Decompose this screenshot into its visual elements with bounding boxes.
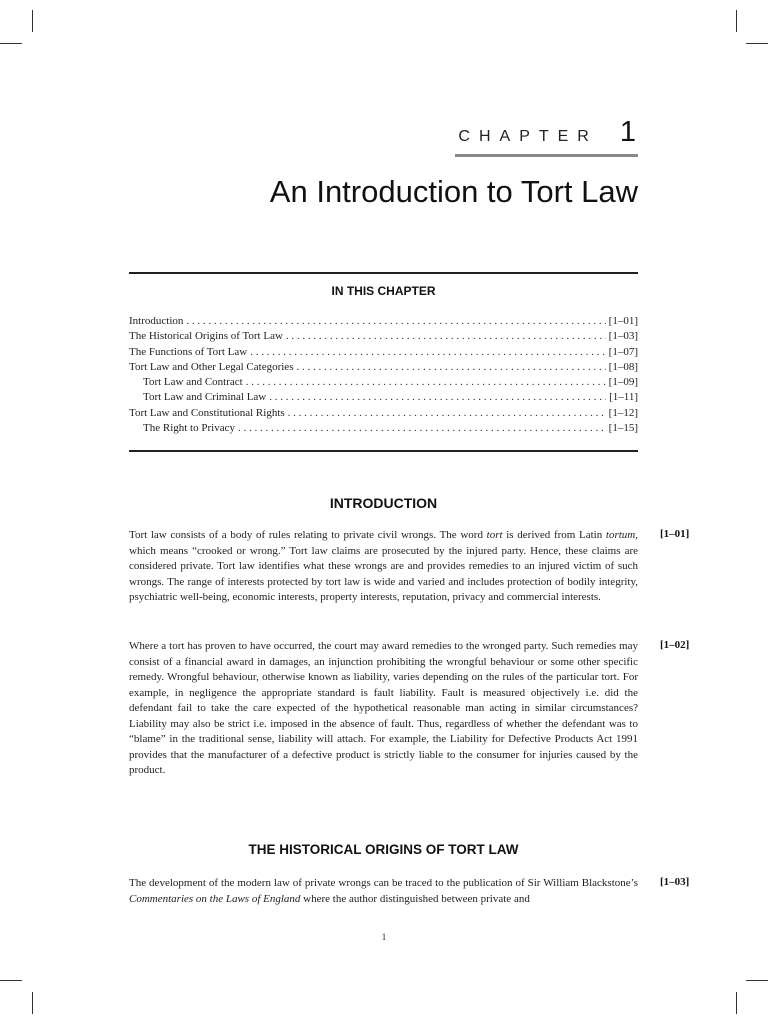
toc-entry: [129, 314, 638, 329]
contents-box-heading: IN THIS CHAPTER: [331, 284, 436, 298]
contents-box-bottom-rule: [129, 450, 638, 452]
toc-entry-title: Tort Law and Constitutional Rights: [129, 406, 285, 419]
toc-entry-title: Tort Law and Criminal Law: [143, 391, 267, 404]
toc-entry-ref: [1–03]: [608, 330, 638, 343]
toc-leader-dots: [269, 390, 606, 405]
toc-entry: [129, 375, 638, 390]
paragraph-ref: [1–01]: [660, 528, 690, 540]
toc-entry: [129, 421, 638, 436]
crop-mark: [746, 43, 768, 44]
toc-leader-dots: [186, 314, 605, 329]
paragraph-ref: [1–02]: [660, 639, 690, 651]
toc-entry-title: The Functions of Tort Law: [129, 345, 248, 358]
paragraph-1-02: Where a tort has proven to have occurred, the court may award remedies to the wronged party. Such remedies may consist of a financial award in damages, an injunction prohibiting the wrongful behaviour or some other specific remedy. Wrongful behaviour, otherwise known as liability, varies depending on the rules of the particular tort. For example, in negligence the appropriate standard is fault liability. Fault is measured objectively i.e. did the defendant fail to take the care expected of the hypothetical reasonable man acting in similar circumstances? Liability may also be strict i.e. imposed in the absence of fault. Thus, regardless of whether the defendant was to “blame” in the traditional sense, liability will attach. For example, the Liability for Defective Products Act 1991 provides that the manufacturer of a defective product is strictly liable to the consumer for injuries caused by the product.: [129, 640, 638, 776]
toc-entry-ref: [1–09]: [608, 376, 638, 389]
chapter-title: An Introduction to Tort Law: [269, 174, 638, 209]
toc-entry: [129, 406, 638, 421]
crop-mark: [0, 43, 22, 44]
toc-leader-dots: [250, 345, 605, 360]
crop-mark: [736, 10, 737, 32]
crop-mark: [32, 10, 33, 32]
toc-entry: [129, 390, 638, 405]
toc-entry-title: The Historical Origins of Tort Law: [129, 330, 283, 343]
page-number: 1: [381, 932, 387, 942]
chapter-label: [458, 116, 636, 149]
toc-entry-ref: [1–01]: [608, 315, 638, 327]
toc-entry-title: Introduction: [129, 315, 184, 327]
toc-leader-dots: [288, 406, 606, 421]
toc-entry-ref: [1–08]: [608, 360, 638, 373]
toc-entry-ref: [1–07]: [608, 345, 638, 358]
section-heading-introduction: INTRODUCTION: [329, 495, 438, 511]
contents-box-top-rule: [129, 272, 638, 274]
toc-entry-ref: [1–11]: [609, 391, 638, 404]
chapter-number: 1: [619, 116, 636, 148]
toc-entry: [129, 360, 638, 375]
paragraph-1-01: Tort law consists of a body of rules relating to private civil wrongs. The word tort is derived from Latin tortum, which means “crooked or wrong.” Tort law claims are prosecuted by the injured party. Hence, these claims are considered private. Tort law identifies what these wrongs are and provides remedies to an injured victim of such wrongs. The range of interests protected by tort law is wide and varied and includes protection of bodily integrity, psychiatric well-being, economic interests, property interests, reputation, privacy and commercial interests.: [129, 529, 638, 603]
crop-mark: [736, 992, 737, 1014]
toc-leader-dots: [296, 360, 605, 375]
paragraph-ref: [1–03]: [660, 876, 690, 888]
toc-entry-title: Tort Law and Contract: [143, 376, 243, 389]
toc-leader-dots: [246, 375, 606, 390]
toc-entry-ref: [1–15]: [608, 422, 638, 435]
paragraph-1-03: The development of the modern law of private wrongs can be traced to the publication of Sir William Blackstone’s Commentaries on the Laws of England where the author distinguished between private and: [129, 877, 638, 905]
table-of-contents: [129, 314, 638, 436]
toc-entry: [129, 329, 638, 344]
section-heading-historical-origins: THE HISTORICAL ORIGINS OF TORT LAW: [248, 842, 519, 857]
toc-entry-title: The Right to Privacy: [143, 422, 235, 435]
chapter-rule: [455, 154, 638, 157]
crop-mark: [746, 980, 768, 981]
toc-leader-dots: [238, 421, 606, 436]
toc-entry-title: Tort Law and Other Legal Categories: [129, 360, 294, 373]
crop-mark: [32, 992, 33, 1014]
toc-leader-dots: [286, 329, 606, 344]
toc-entry-ref: [1–12]: [608, 406, 638, 419]
toc-entry: [129, 345, 638, 360]
chapter-word: CHAPTER: [458, 128, 598, 145]
crop-mark: [0, 980, 22, 981]
